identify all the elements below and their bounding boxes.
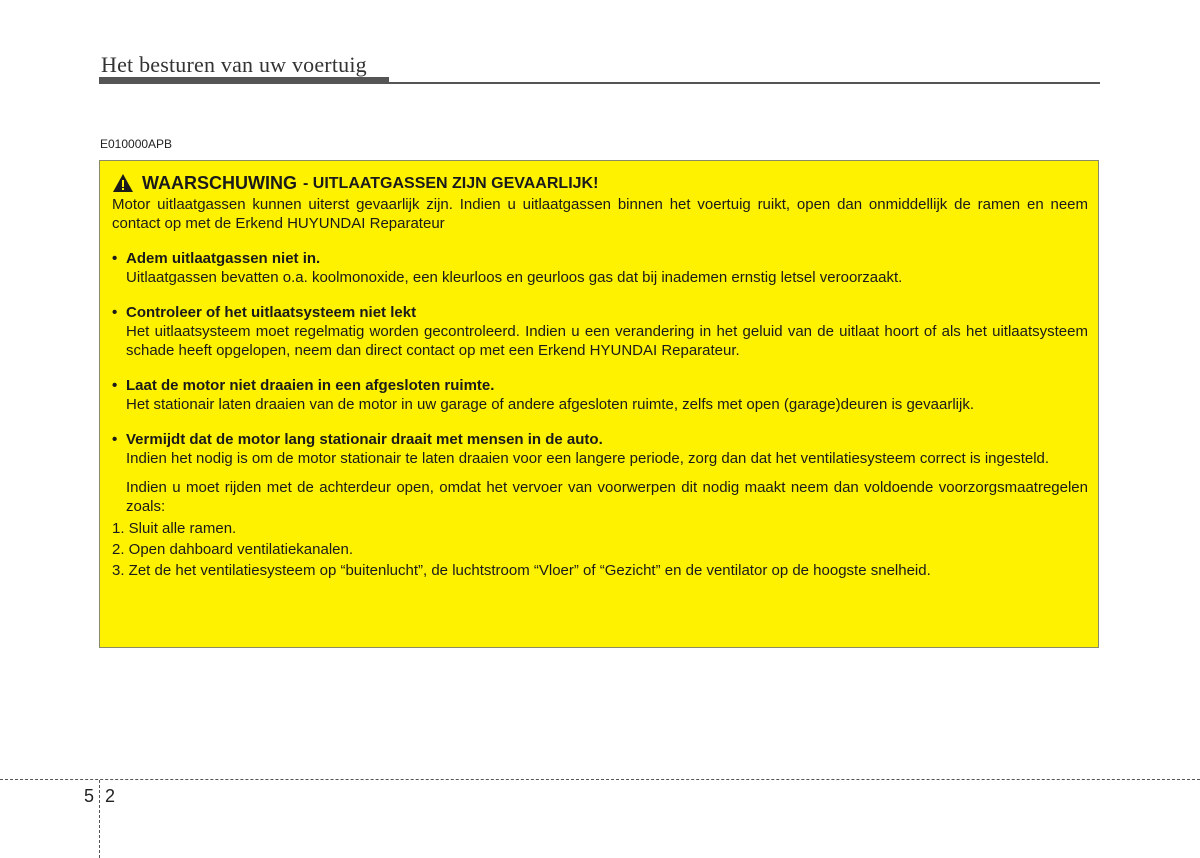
warning-box [99,160,1099,648]
warning-intro: Motor uitlaatgassen kunnen uiterst gevaarlijk zijn. Indien u uitlaatgassen binnen het voertuig ruikt, open dan onmiddellijk de ramen en neem contact op met de Erkend HUYUNDAI Reparateur [112,196,1088,232]
title-rule-thin [389,82,1100,84]
title-rule-thick [99,77,389,84]
bullet-heading-text: Laat de motor niet draaien in een afgesloten ruimte. [126,377,495,394]
section-title: Het besturen van uw voertuig [101,52,367,77]
bullet-heading [112,249,1088,268]
bullet-heading [112,376,1088,395]
bullet-item [112,376,1088,414]
footer-dashed-rule [0,779,1200,780]
bullet-dot: • [112,431,118,448]
section-code: E010000APB [100,137,173,151]
step-list [112,518,1088,581]
warning-subtitle: - UITLAATGASSEN ZIJN GEVAARLIJK! [303,174,599,192]
warning-header [112,173,1088,193]
warning-title: WAARSCHUWING [142,172,297,193]
step-item: 3. Zet de het ventilatiesysteem op “buitenlucht”, de luchtstroom “Vloer” of “Gezicht” en de ventilator op de hoogste snelheid. [112,562,931,579]
bullet-body: Het stationair laten draaien van de motor in uw garage of andere afgesloten ruimte, zelfs met open (garage)deuren is gevaarlijk. [126,396,974,413]
warning-triangle-icon [112,173,134,193]
bullet-body: Indien het nodig is om de motor stationair te laten draaien voor een langere periode, zorg dan dat het ventilatiesysteem correct is ingesteld. [126,450,1050,467]
footer-dashed-divider [99,780,100,858]
bullet-heading-text: Vermijdt dat de motor lang stationair draait met mensen in de auto. [126,431,603,448]
bullet-item [112,303,1088,360]
bullet-dot: • [112,250,118,267]
page-number: 2 [105,786,116,806]
bullet-body: Uitlaatgassen bevatten o.a. koolmonoxide, een kleurloos en geurloos gas dat bij inademen ernstig letsel veroorzaakt. [126,269,903,286]
bullet-heading-text: Controleer of het uitlaatsysteem niet lekt [126,304,417,321]
bullet-item [112,430,1088,468]
bullet-body: Het uitlaatsysteem moet regelmatig worden gecontroleerd. Indien u een verandering in het geluid van de uitlaat hoort of als het uitlaatsysteem schade heeft opgelopen, neem dan direct contact op met een Erkend HYUNDAI Reparateur. [126,323,1088,359]
extra-paragraph: Indien u moet rijden met de achterdeur open, omdat het vervoer van voorwerpen dit nodig maakt neem dan voldoende voorzorgsmaatregelen zoals: [126,479,1088,515]
bullet-dot: • [112,304,118,321]
step-item: 2. Open dahboard ventilatiekanalen. [112,541,354,558]
bullet-heading-text: Adem uitlaatgassen niet in. [126,250,321,267]
bullet-dot: • [112,377,118,394]
step-item: 1. Sluit alle ramen. [112,520,237,537]
chapter-number: 5 [84,786,95,806]
bullet-item [112,249,1088,287]
bullet-heading [112,430,1088,449]
bullet-heading [112,303,1088,322]
